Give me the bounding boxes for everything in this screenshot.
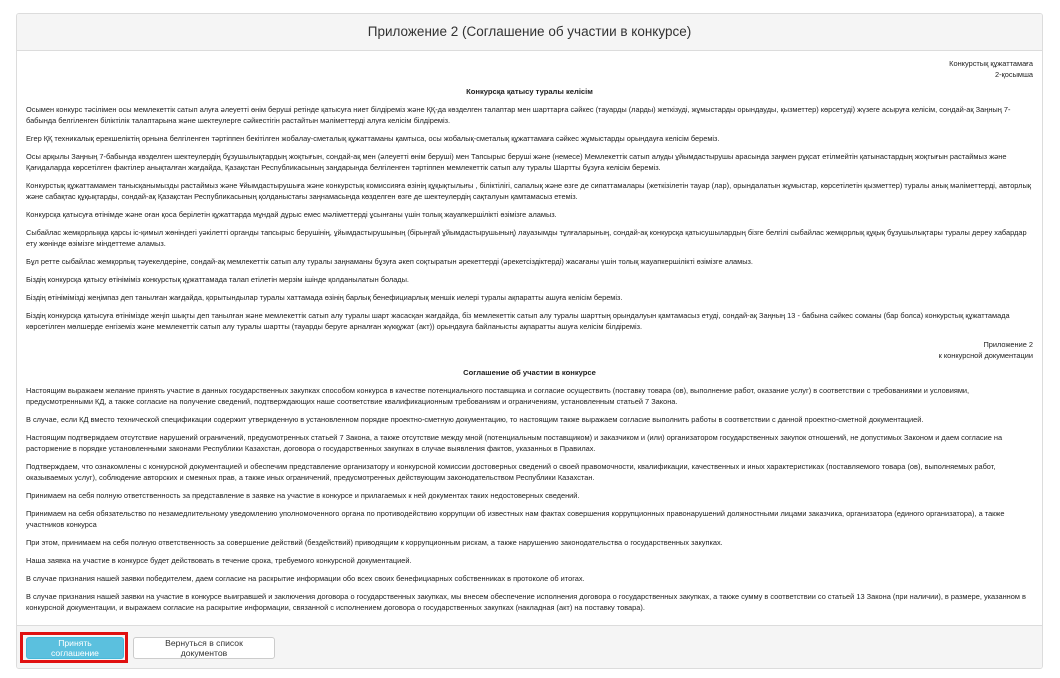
kz-reference-line1: Конкурстық құжаттамаға (949, 59, 1033, 68)
ru-paragraph: При этом, принимаем на себя полную ответственность за совершение действий (бездействий) приводящим к коррупционным рискам, а также нарушению законодательства о государственных закупках. (26, 538, 723, 547)
ru-paragraph: В случае признания нашей заявки на участие в конкурсе выигравшей и заключения договора о государственных закупках, мы внесем обеспечение исполнения договора о государственных закупках, а также сумму в соответствии со статьей 13 Закона (при наличии), в размере, указанном в конкурсной документации, и выражаем согласие на раскрытие информации, связанной с исполнением договора о государственных закупках (накладная (акт) на поставку товара). (26, 592, 1026, 612)
back-to-documents-button[interactable]: Вернуться в список документов (133, 637, 275, 659)
ru-paragraph: Принимаем на себя обязательство по незамедлительному уведомлению уполномоченного органа по противодействию коррупции об известных нам фактах совершения коррупционных правонарушений должностными лицами заказчика, организатора (единого организатора), а также участников конкурса (26, 509, 1005, 529)
kz-paragraph: Конкурстық құжаттамамен танысқанымызды растаймыз және Ұйымдастырушыға және конкурстық комиссияға өзінің құқықтылығы , біліктілігі, сапалық және өзге де сипаттамалары (жеткізілетін тауар (лар), орындалатын жұмыстар, көрсетілетін қызметтер) туралы анық мәліметтерді, авторлық және сабақтас құқықтарды, сондай-ақ Қазақстан Республикасының қолданыстағы заңнамасында көзделген өзге де шектеулердің сақталуын қамтамасыз етеміз. (26, 181, 1032, 201)
ru-reference-line1: Приложение 2 (983, 340, 1033, 349)
panel-footer (17, 625, 1042, 668)
kz-paragraph: Сыбайлас жемқорлыққа қарсы іс-қимыл жөніндегі уәкілетті органды тапсырыс берушінің, ұйымдастырушының (бірыңғай ұйымдастырушының) лауазымды тұлғаларының, сондай-ақ конкурсқа қатысушылардың бізге белгілі сыбайлас жемқорлық құқық бұзушылықтары туралы дереу хабардар ету жөнінде өзімізге міндеттеме аламыз. (26, 228, 1027, 248)
ru-paragraph: Наша заявка на участие в конкурсе будет действовать в течение срока, требуемого конкурсной документацией. (26, 556, 412, 565)
ru-reference (26, 339, 1033, 361)
ru-paragraph: Подтверждаем, что ознакомлены с конкурсной документацией и обеспечим представление организатору и конкурсной комиссии достоверных сведений о своей правомочности, квалификации, качественных и иных характеристиках (поставляемого товара (ов), выполняемых работ, оказываемых услуг), соблюдение авторских и смежных прав, а также иных ограничений, предусмотренных действующим законодательством Республики Казахстан. (26, 462, 996, 482)
ru-heading: Соглашение об участии в конкурсе (463, 368, 596, 377)
kz-paragraph: Егер ҚҚ техникалық ерекшеліктің орнына белгіленген тәртіппен бекітілген жобалау-сметалық құжаттаманы қамтыса, осы жобалық-сметалық құжаттамаға сәйкес жұмыстарды орындауға келісім береміз. (26, 134, 720, 143)
ru-paragraph: Настоящим подтверждаем отсутствие нарушений ограничений, предусмотренных статьей 7 Закона, а также отсутствие между мной (потенциальным поставщиком) и заказчиком и (или) организатором государственных закупок отношений, не допустимых Законом и даем согласие на расторжение в порядке установленными законами Республики Казахстан, договора о государственных закупках в случае выявления фактов, указанных в Правилах. (26, 433, 1003, 453)
agreement-body (26, 58, 1033, 628)
agreement-panel (16, 13, 1043, 669)
kz-paragraph: Біздің конкурсқа қатысуға өтінімізде жеңіп шықты деп танылған және мемлекеттік сатып алу туралы шарт жасасқан жағдайда, біз мемлекеттік сатып алу туралы шарттың орындалуын қамтамасыз етуді, сондай-ақ Заңның 13 - бабына сәйкес соманы (бар болса) конкурстық құжаттамада көрсетілген мөлшерде енгіземіз және мемлекеттік сатып алу туралы шартты (тауарды беруге арналған жүкқұжат (акт)) орындауға байланысты ақпаратты ашуға келісім білдіреміз. (26, 311, 1010, 331)
kz-heading: Конкурсқа қатысу туралы келісім (466, 87, 593, 96)
accept-agreement-button[interactable]: Принять соглашение (26, 637, 124, 659)
kz-reference-line2: 2-қосымша (994, 70, 1033, 79)
ru-paragraph: Настоящим выражаем желание принять участие в данных государственных закупках способом конкурса в качестве потенциального поставщика и согласие осуществить (поставку товара (ов), выполнение работ, оказание услуг) в соответствии с требованиями и условиями, предусмотренными КД, а также согласие на получение сведений, подтверждающих наше соответствие квалификационным требованиям и ограничениям, установленным статьей 7 Закона. (26, 386, 970, 406)
kz-reference (26, 58, 1033, 80)
kz-paragraph: Осымен конкурс тәсілімен осы мемлекеттік сатып алуға әлеуетті өнім беруші ретінде қатысуға ниет білдіреміз және ҚҚ-да көзделген талаптар мен шарттарға сәйкес (тауарды (ларды) жеткізуді, жұмыстарды орындауды, қызметтер) көрсетуді) жүзеге асыруға келісім, сондай-ақ Заңның 7-бабында белгіленген біліктілік талаптарына және шектеулерге сәйкестігін растайтын мәліметтерді алуға келісім білдіреміз. (26, 105, 1011, 125)
kz-paragraph: Конкурсқа қатысуға өтінімде және оған қоса берілетін құжаттарда мұндай дұрыс емес мәліметтерді ұсынғаны үшін толық жауапкершілікті өзімізге аламыз. (26, 210, 557, 219)
ru-paragraph: В случае признания нашей заявки победителем, даем согласие на раскрытие информации обо всех своих бенефициарных собственниках в протоколе об итогах. (26, 574, 585, 583)
panel-title: Приложение 2 (Соглашение об участии в конкурсе) (17, 14, 1042, 51)
ru-paragraph: Принимаем на себя полную ответственность за представление в заявке на участие в конкурсе и прилагаемых к ней документах таких недостоверных сведений. (26, 491, 580, 500)
ru-paragraph: В случае, если КД вместо технической спецификации содержит утвержденную в установленном порядке проектно-сметную документацию, то настоящим также выражаем согласие выполнить работы в соответствии с данной проектно-сметной документацией. (26, 415, 924, 424)
ru-reference-line2: к конкурсной документации (938, 351, 1033, 360)
kz-paragraph: Бұл ретте сыбайлас жемқорлық тәуекелдеріне, сондай-ақ мемлекеттік сатып алу туралы заңнаманы бұзуға әкеп соқтыратын әрекеттерді (әрекетсіздіктерді) жасағаны үшін толық жауапкершілікті өзімізге аламыз. (26, 257, 753, 266)
kz-paragraph: Біздің өтінімімізді жеңімпаз деп танылған жағдайда, қорытындылар туралы хаттамада өзінің барлық бенефициарлық меншік иелері туралы ақпаратты ашуға келісім береміз. (26, 293, 623, 302)
kz-paragraph: Біздің конкурсқа қатысу өтініміміз конкурстық құжаттамада талап етілетін мерзім ішінде қолданылатын болады. (26, 275, 409, 284)
kz-paragraph: Осы арқылы Заңның 7-бабында көзделген шектеулердің бұзушылықтардың жоқтығын, сондай-ақ мен (әлеуетті өнім беруші) мен Тапсырыс беруші және (немесе) Мемлекеттік сатып алуды ұйымдастырушы арасында заңмен рұқсат етілмейтін қатынастардың жоқтығын растаймыз және Қағидаларда көрсетілген фактілер анықталған жағдайда, Қазақстан Республикасының заңдарында белгіленген тәртіппен мемлекеттік сатып алу туралы Шартты бұзуға келісім береміз. (26, 152, 1007, 172)
